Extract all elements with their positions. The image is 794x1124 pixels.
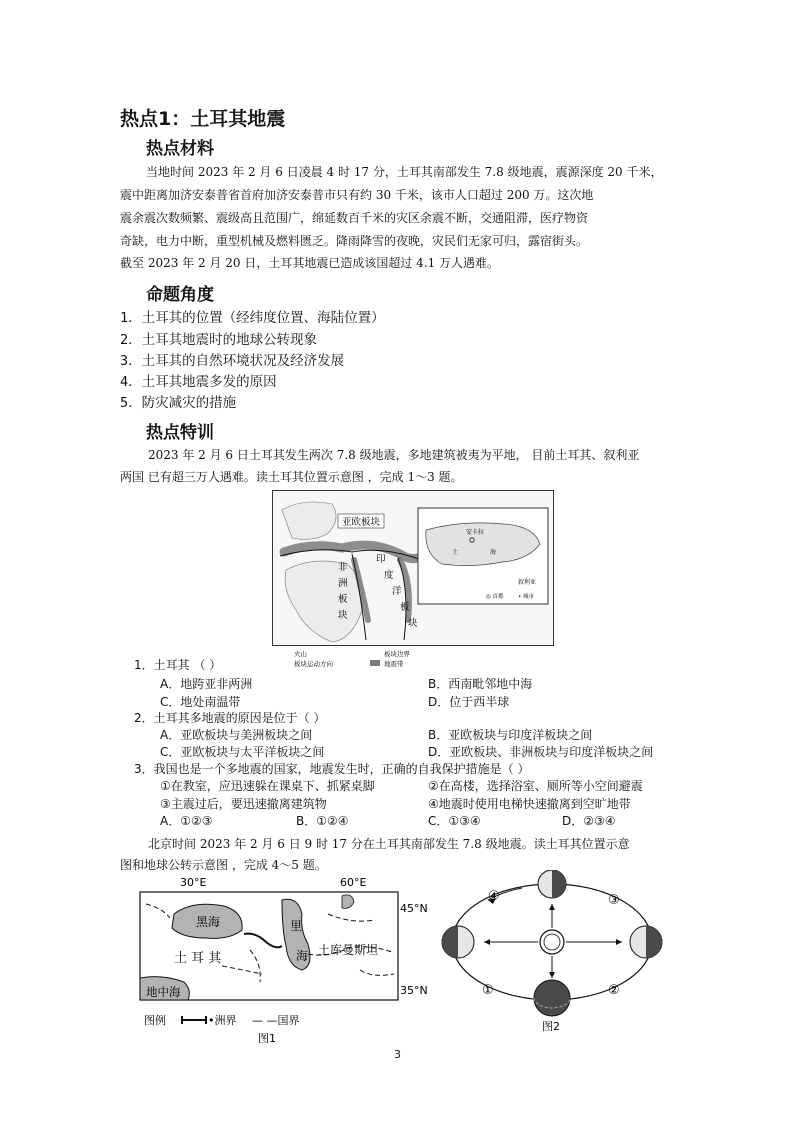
figure-1-turkey-map: [132, 874, 432, 1046]
fig2-pos1: ①: [482, 983, 494, 998]
fig1-turkmenistan: 土库曼斯坦: [318, 943, 379, 957]
fig1-legend-country: — —国界: [252, 1014, 300, 1027]
fig1-lon-30: 30°E: [180, 876, 207, 889]
label-india-plate-4: 板: [400, 602, 410, 613]
legend-volcano: 火山: [294, 650, 307, 658]
fig2-pos4: ④: [488, 889, 500, 904]
fig1-caspian-1: 里: [290, 919, 303, 933]
q3-option-d: D．②③④: [562, 814, 616, 828]
q1-option-b: B．西南毗邻地中海: [428, 677, 533, 691]
q2-option-b: B．亚欧板块与印度洋板块之间: [428, 728, 593, 742]
material-line-4: 奇缺，电力中断，重型机械及燃料匮乏。降雨降雪的夜晚，灾民们无家可归，露宿街头。: [120, 234, 589, 248]
q1-option-c: C．地处南温带: [160, 695, 241, 709]
q1-option-d: D．位于西半球: [428, 695, 510, 709]
material-line-5: 截至 2023 年 2 月 20 日，土耳其地震已造成该国超过 4.1 万人遇难。: [120, 256, 500, 270]
label-inset-left: 土: [452, 549, 459, 556]
fig1-lat-35: 35°N: [400, 984, 428, 997]
q3-statement-1: ①在教室，应迅速躲在课桌下、抓紧桌脚: [160, 779, 375, 793]
label-africa-plate-3: 板: [338, 594, 348, 605]
label-africa-plate-1: 非: [338, 562, 348, 573]
fig1-legend-continent: •洲界: [208, 1014, 237, 1027]
legend-city: • 城市: [518, 594, 534, 600]
label-ankara: 安卡拉: [466, 529, 485, 536]
angle-item-3: 3．土耳其的自然环境状况及经济发展: [120, 353, 345, 369]
label-africa-plate-4: 块: [338, 610, 348, 621]
q3-stem: 3．我国也是一个多地震的国家，地震发生时，正确的自我保护措施是（ ）: [134, 762, 530, 776]
page-title: 热点1：土耳其地震: [120, 108, 286, 130]
fig1-lat-45: 45°N: [400, 902, 428, 915]
label-india-plate-3: 洋: [392, 586, 402, 597]
heading-training: 热点特训: [146, 423, 214, 443]
label-inset-right: 海: [490, 549, 497, 556]
fig1-lon-60: 60°E: [340, 876, 367, 889]
fig1-legend-title: 图例: [144, 1014, 166, 1027]
angle-item-5: 5．防灾减灾的措施: [120, 395, 237, 411]
q3-option-a: A．①②③: [160, 814, 213, 828]
legend-boundary: 板块边界: [384, 650, 410, 658]
figure-2-earth-revolution: [438, 870, 668, 1036]
q1-stem: 1．土耳其 （ ）: [134, 658, 222, 672]
fig2-caption: 图2: [542, 1020, 560, 1033]
fig1-black-sea: 黑海: [196, 915, 221, 929]
training-intro-2-line-1: 北京时间 2023 年 2 月 6 日 9 时 17 分在土耳其南部发生 7.8 级地震。读土耳其位置示意: [148, 837, 630, 851]
legend-quake-belt: 地震带: [384, 660, 404, 668]
fig1-mediterranean: 地中海: [146, 985, 181, 999]
legend-capital: ◎ 首都: [486, 594, 504, 600]
fig2-pos2: ②: [608, 983, 620, 998]
angle-item-4: 4．土耳其地震多发的原因: [120, 374, 277, 390]
q3-option-c: C．①③④: [428, 814, 481, 828]
material-line-3: 震余震次数频繁、震级高且范围广，绵延数百千米的灾区余震不断，交通阻滞，医疗物资: [120, 211, 589, 225]
q1-option-a: A．地跨亚非两洲: [160, 677, 253, 691]
label-india-plate-2: 度: [384, 570, 394, 581]
q2-option-a: A．亚欧板块与美洲板块之间: [160, 728, 313, 742]
fig1-turkey: 土 耳 其: [174, 951, 222, 966]
angle-item-2: 2．土耳其地震时的地球公转现象: [120, 332, 318, 348]
q2-stem: 2．土耳其多地震的原因是位于（ ）: [134, 711, 326, 725]
fig2-pos3: ③: [608, 893, 620, 908]
angle-item-1: 1．土耳其的位置（经纬度位置、海陆位置）: [120, 310, 385, 326]
heading-angle: 命题角度: [146, 285, 214, 305]
training-intro-1-line-1: 2023 年 2 月 6 日土耳其发生两次 7.8 级地震，多地建筑被夷为平地， 目前土耳其、叙利亚: [148, 448, 640, 462]
fig1-caspian-2: 海: [296, 949, 309, 963]
q3-statement-4: ④地震时使用电梯快速撤离到空旷地带: [428, 797, 631, 811]
label-india-plate-5: 块: [408, 618, 418, 629]
material-line-1: 当地时间 2023 年 2 月 6 日凌晨 4 时 17 分，土耳其南部发生 7.8 级地震，震源深度 20 千米，: [146, 165, 663, 179]
label-eurasia-plate: 亚欧板块: [342, 517, 381, 528]
fig1-caption: 图1: [258, 1032, 276, 1045]
q3-option-b: B．①②④: [296, 814, 349, 828]
label-india-plate-1: 印: [376, 554, 386, 565]
label-syria: 叙利亚: [518, 579, 537, 586]
heading-material: 热点材料: [146, 139, 214, 159]
training-intro-1-line-2: 两国 已有超三万人遇难。读土耳其位置示意图 ，完成 1～3 题。: [120, 470, 463, 484]
training-intro-2-line-2: 图和地球公转示意图 ，完成 4～5 题。: [120, 858, 327, 872]
q2-option-c: C．亚欧板块与太平洋板块之间: [160, 745, 325, 759]
label-africa-plate-2: 洲: [338, 578, 348, 589]
material-line-2: 震中距离加济安泰普省首府加济安泰普市只有约 30 千米，该市人口超过 200 万。这次地: [120, 188, 594, 202]
q2-option-d: D．亚欧板块、非洲板块与印度洋板块之间: [428, 745, 654, 759]
page-number: 3: [394, 1048, 401, 1061]
q3-statement-3: ③主震过后，要迅速撤离建筑物: [160, 797, 327, 811]
legend-movement: 板块运动方向: [294, 660, 333, 668]
turkey-location-map: [272, 490, 554, 668]
q3-statement-2: ②在高楼，选择浴室、厕所等小空间避震: [428, 779, 643, 793]
